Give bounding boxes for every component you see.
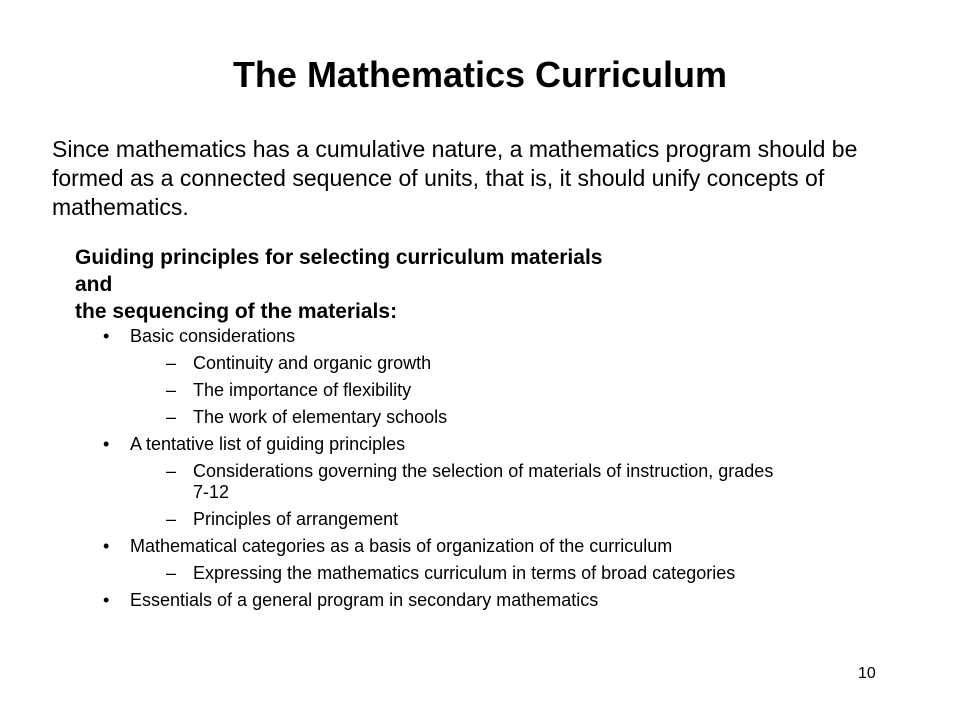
list-item-text: Mathematical categories as a basis of organization of the curriculum bbox=[130, 536, 673, 556]
intro-paragraph: Since mathematics has a cumulative nature, a mathematics program should be formed as a connected sequence of units, that is, it should unify concepts of mathematics. bbox=[52, 136, 858, 220]
dash-icon: – bbox=[166, 407, 177, 427]
list-item-text: Basic considerations bbox=[130, 326, 296, 346]
bullet-icon: • bbox=[103, 434, 110, 454]
sub-item-text: The importance of flexibility bbox=[193, 380, 412, 400]
sub-item-text: Continuity and organic growth bbox=[193, 353, 432, 373]
sub-list bbox=[166, 563, 883, 584]
list-item-mathematical-categories bbox=[103, 536, 883, 584]
bullet-icon: • bbox=[103, 326, 110, 346]
dash-icon: – bbox=[166, 509, 177, 529]
list-item-text: A tentative list of guiding principles bbox=[130, 434, 406, 454]
sub-list-item bbox=[166, 353, 793, 374]
sub-item-text: Principles of arrangement bbox=[193, 509, 399, 529]
dash-icon: – bbox=[166, 563, 177, 583]
list-item-text: Essentials of a general program in secondary mathematics bbox=[130, 590, 599, 610]
bullet-icon: • bbox=[103, 590, 110, 610]
dash-icon: – bbox=[166, 380, 177, 400]
list-item-essentials bbox=[103, 590, 883, 611]
dash-icon: – bbox=[166, 461, 177, 481]
sub-list-item bbox=[166, 407, 793, 428]
heading-line: and bbox=[75, 273, 113, 296]
sub-list-item bbox=[166, 563, 793, 584]
list-item-guiding-principles bbox=[103, 434, 883, 530]
heading-line: Guiding principles for selecting curriculum materials bbox=[75, 246, 603, 269]
sub-item-text: The work of elementary schools bbox=[193, 407, 448, 427]
guiding-principles-heading bbox=[75, 244, 795, 325]
sub-item-text: Considerations governing the selection of materials of instruction, grades 7-12 bbox=[193, 461, 774, 502]
bullet-icon: • bbox=[103, 536, 110, 556]
dash-icon: – bbox=[166, 353, 177, 373]
heading-line: the sequencing of the materials: bbox=[75, 300, 398, 323]
page-number: 10 bbox=[858, 665, 876, 682]
sub-list-item bbox=[166, 509, 793, 530]
slide-title: The Mathematics Curriculum bbox=[232, 54, 728, 95]
list-item-basic-considerations bbox=[103, 326, 883, 428]
principles-list bbox=[103, 326, 883, 617]
sub-list-item bbox=[166, 461, 793, 503]
sub-list-item bbox=[166, 380, 793, 401]
sub-item-text: Expressing the mathematics curriculum in terms of broad categories bbox=[193, 563, 736, 583]
sub-list bbox=[166, 353, 883, 428]
sub-list bbox=[166, 461, 883, 530]
